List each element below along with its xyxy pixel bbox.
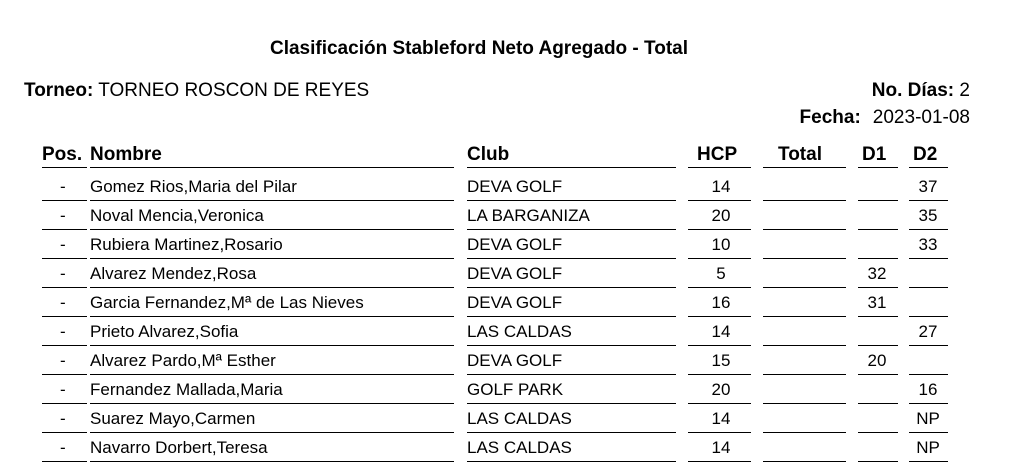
row-underline bbox=[467, 345, 676, 346]
cell-nombre: Fernandez Mallada,Maria bbox=[90, 380, 283, 399]
cell-d2: 33 bbox=[918, 235, 938, 254]
row-underline bbox=[858, 200, 898, 201]
cell-d2: 37 bbox=[918, 177, 938, 196]
table-row bbox=[0, 232, 1022, 261]
row-underline bbox=[688, 316, 751, 317]
row-underline bbox=[688, 258, 751, 259]
row-underline bbox=[467, 432, 676, 433]
date-value: 2023-01-08 bbox=[872, 107, 970, 128]
header-underline bbox=[688, 167, 751, 168]
cell-club: DEVA GOLF bbox=[467, 177, 563, 196]
table-row bbox=[0, 203, 1022, 232]
header-underline bbox=[858, 167, 898, 168]
cell-club: DEVA GOLF bbox=[467, 293, 563, 312]
cell-club: LAS CALDAS bbox=[467, 409, 572, 428]
days-value: 2 bbox=[959, 80, 970, 101]
header-underline bbox=[467, 167, 676, 168]
row-underline bbox=[763, 316, 846, 317]
header-total: Total bbox=[778, 144, 822, 165]
row-underline bbox=[42, 403, 87, 404]
row-underline bbox=[42, 432, 87, 433]
row-underline bbox=[763, 403, 846, 404]
tournament-name: TORNEO ROSCON DE REYES bbox=[98, 80, 370, 101]
table-row bbox=[0, 348, 1022, 377]
row-underline bbox=[763, 287, 846, 288]
cell-nombre: Rubiera Martinez,Rosario bbox=[90, 235, 283, 254]
date-info bbox=[800, 107, 970, 129]
tournament-label: Torneo: bbox=[24, 80, 94, 101]
row-underline bbox=[90, 316, 454, 317]
cell-pos: - bbox=[60, 264, 66, 283]
cell-d1: 31 bbox=[867, 293, 887, 312]
cell-nombre: Garcia Fernandez,Mª de Las Nieves bbox=[90, 293, 364, 312]
row-underline bbox=[90, 461, 454, 462]
cell-club: GOLF PARK bbox=[467, 380, 564, 399]
row-underline bbox=[90, 287, 454, 288]
row-underline bbox=[467, 403, 676, 404]
cell-club: DEVA GOLF bbox=[467, 235, 563, 254]
cell-nombre: Suarez Mayo,Carmen bbox=[90, 409, 256, 428]
report-title: Clasificación Stableford Neto Agregado - Total bbox=[269, 38, 689, 59]
row-underline bbox=[909, 461, 948, 462]
cell-hcp: 14 bbox=[711, 409, 731, 428]
cell-hcp: 15 bbox=[711, 351, 731, 370]
row-underline bbox=[467, 200, 676, 201]
cell-hcp: 20 bbox=[711, 380, 731, 399]
row-underline bbox=[90, 432, 454, 433]
header-underline bbox=[90, 167, 454, 168]
row-underline bbox=[909, 403, 948, 404]
cell-pos: - bbox=[60, 235, 66, 254]
row-underline bbox=[909, 258, 948, 259]
row-underline bbox=[42, 258, 87, 259]
cell-nombre: Gomez Rios,Maria del Pilar bbox=[90, 177, 297, 196]
cell-nombre: Prieto Alvarez,Sofia bbox=[90, 322, 239, 341]
row-underline bbox=[909, 316, 948, 317]
cell-hcp: 10 bbox=[711, 235, 731, 254]
header-pos: Pos. bbox=[42, 144, 83, 165]
row-underline bbox=[909, 345, 948, 346]
row-underline bbox=[909, 200, 948, 201]
row-underline bbox=[467, 229, 676, 230]
cell-hcp: 14 bbox=[711, 438, 731, 457]
row-underline bbox=[90, 200, 454, 201]
cell-pos: - bbox=[60, 438, 66, 457]
row-underline bbox=[858, 403, 898, 404]
row-underline bbox=[90, 403, 454, 404]
cell-nombre: Alvarez Pardo,Mª Esther bbox=[90, 351, 276, 370]
date-label: Fecha: bbox=[799, 107, 861, 128]
cell-club: LA BARGANIZA bbox=[467, 206, 590, 225]
cell-d1: 32 bbox=[867, 264, 887, 283]
row-underline bbox=[763, 200, 846, 201]
header-d2: D2 bbox=[913, 144, 938, 165]
row-underline bbox=[42, 374, 87, 375]
row-underline bbox=[90, 258, 454, 259]
row-underline bbox=[467, 258, 676, 259]
row-underline bbox=[763, 461, 846, 462]
row-underline bbox=[858, 461, 898, 462]
days-info bbox=[872, 80, 970, 102]
row-underline bbox=[858, 287, 898, 288]
row-underline bbox=[688, 461, 751, 462]
table-row bbox=[0, 174, 1022, 203]
cell-hcp: 14 bbox=[711, 177, 731, 196]
row-underline bbox=[467, 287, 676, 288]
cell-pos: - bbox=[60, 380, 66, 399]
row-underline bbox=[90, 345, 454, 346]
header-underline bbox=[763, 167, 846, 168]
row-underline bbox=[763, 258, 846, 259]
cell-pos: - bbox=[60, 409, 66, 428]
row-underline bbox=[42, 345, 87, 346]
row-underline bbox=[763, 432, 846, 433]
row-underline bbox=[42, 229, 87, 230]
row-underline bbox=[858, 316, 898, 317]
cell-d2: 35 bbox=[918, 206, 938, 225]
table-row bbox=[0, 261, 1022, 290]
cell-nombre: Navarro Dorbert,Teresa bbox=[90, 438, 268, 457]
row-underline bbox=[909, 432, 948, 433]
tournament-info bbox=[24, 80, 369, 102]
row-underline bbox=[858, 374, 898, 375]
header-underline bbox=[909, 167, 948, 168]
table-row bbox=[0, 435, 1022, 464]
cell-d1: 20 bbox=[867, 351, 887, 370]
row-underline bbox=[467, 374, 676, 375]
row-underline bbox=[688, 403, 751, 404]
header-club: Club bbox=[467, 144, 510, 165]
cell-d2: 16 bbox=[918, 380, 938, 399]
header-hcp: HCP bbox=[697, 144, 738, 165]
cell-d2: NP bbox=[916, 438, 940, 457]
row-underline bbox=[858, 229, 898, 230]
row-underline bbox=[688, 287, 751, 288]
cell-pos: - bbox=[60, 206, 66, 225]
cell-pos: - bbox=[60, 177, 66, 196]
header-d1: D1 bbox=[862, 144, 887, 165]
row-underline bbox=[909, 287, 948, 288]
row-underline bbox=[688, 432, 751, 433]
row-underline bbox=[688, 229, 751, 230]
cell-hcp: 16 bbox=[711, 293, 731, 312]
cell-nombre: Alvarez Mendez,Rosa bbox=[90, 264, 257, 283]
table-row bbox=[0, 377, 1022, 406]
cell-club: LAS CALDAS bbox=[467, 322, 572, 341]
row-underline bbox=[42, 316, 87, 317]
cell-pos: - bbox=[60, 322, 66, 341]
row-underline bbox=[688, 374, 751, 375]
row-underline bbox=[688, 345, 751, 346]
cell-pos: - bbox=[60, 351, 66, 370]
row-underline bbox=[42, 200, 87, 201]
cell-d2: NP bbox=[916, 409, 940, 428]
header-underline bbox=[42, 167, 87, 168]
row-underline bbox=[909, 374, 948, 375]
cell-nombre: Noval Mencia,Veronica bbox=[90, 206, 264, 225]
row-underline bbox=[763, 345, 846, 346]
row-underline bbox=[467, 316, 676, 317]
days-label: No. Días: bbox=[871, 80, 955, 101]
row-underline bbox=[858, 432, 898, 433]
table-row bbox=[0, 319, 1022, 348]
row-underline bbox=[763, 229, 846, 230]
table-row bbox=[0, 406, 1022, 435]
row-underline bbox=[688, 200, 751, 201]
cell-club: DEVA GOLF bbox=[467, 351, 563, 370]
cell-club: LAS CALDAS bbox=[467, 438, 572, 457]
row-underline bbox=[90, 229, 454, 230]
table-row bbox=[0, 290, 1022, 319]
row-underline bbox=[467, 461, 676, 462]
row-underline bbox=[909, 229, 948, 230]
row-underline bbox=[42, 287, 87, 288]
header-nombre: Nombre bbox=[90, 144, 162, 165]
cell-pos: - bbox=[60, 293, 66, 312]
results-table bbox=[0, 174, 1022, 464]
row-underline bbox=[90, 374, 454, 375]
cell-hcp: 20 bbox=[711, 206, 731, 225]
row-underline bbox=[858, 345, 898, 346]
cell-d2: 27 bbox=[918, 322, 938, 341]
row-underline bbox=[42, 461, 87, 462]
cell-hcp: 5 bbox=[716, 264, 726, 283]
cell-club: DEVA GOLF bbox=[467, 264, 563, 283]
cell-hcp: 14 bbox=[711, 322, 731, 341]
row-underline bbox=[763, 374, 846, 375]
row-underline bbox=[858, 258, 898, 259]
